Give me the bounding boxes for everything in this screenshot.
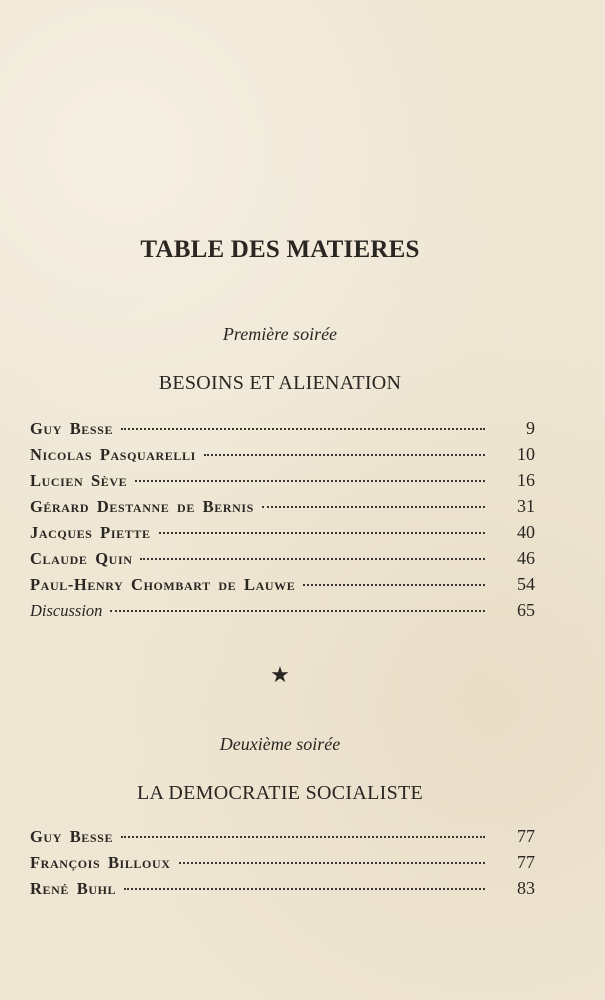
toc-entry-name: François Billoux [30, 853, 171, 872]
toc-entry [30, 574, 535, 600]
toc-list-2 [30, 826, 535, 904]
toc-entry [30, 470, 535, 496]
toc-entry-name: Claude Quin [30, 549, 133, 568]
dot-leader [121, 428, 485, 430]
toc-entry-name: Guy Besse [30, 419, 114, 438]
toc-entry-name: Discussion [30, 601, 103, 620]
soiree-label-1: Première soirée [222, 324, 338, 344]
dot-leader [110, 610, 485, 612]
toc-entry [30, 852, 535, 878]
toc-entry-page: 54 [517, 574, 535, 594]
dot-leader [121, 836, 485, 838]
toc-entry-name: Lucien Sève [30, 471, 128, 490]
dot-leader [124, 888, 485, 890]
dot-leader [159, 532, 485, 534]
toc-entry-page: 77 [517, 826, 535, 846]
toc-entry [30, 522, 535, 548]
section-heading-2: LA DEMOCRATIE SOCIALISTE [136, 782, 424, 804]
toc-list-1 [30, 418, 535, 626]
toc-entry-page: 65 [517, 600, 535, 620]
toc-entry [30, 878, 535, 904]
toc-entry-page: 10 [517, 444, 535, 464]
toc-entry-page: 31 [517, 496, 535, 516]
section-heading-1: BESOINS ET ALIENATION [158, 372, 402, 394]
toc-entry-name: Guy Besse [30, 827, 114, 846]
toc-entry-page: 77 [517, 852, 535, 872]
dot-leader [140, 558, 485, 560]
dot-leader [204, 454, 485, 456]
toc-entry [30, 600, 535, 626]
dot-leader [303, 584, 485, 586]
toc-entry [30, 548, 535, 574]
toc-entry-name: René Buhl [30, 879, 117, 898]
toc-entry-page: 40 [517, 522, 535, 542]
soiree-label-2: Deuxième soirée [219, 734, 341, 754]
toc-entry-page: 9 [526, 418, 535, 438]
page-title: TABLE DES MATIERES [140, 236, 420, 263]
dot-leader [262, 506, 485, 508]
toc-entry [30, 826, 535, 852]
toc-entry [30, 496, 535, 522]
toc-entry-name: Jacques Piette [30, 523, 151, 542]
star-icon: ★ [270, 662, 290, 687]
toc-entry-name: Nicolas Pasquarelli [30, 445, 196, 464]
toc-entry [30, 418, 535, 444]
toc-entry-page: 83 [517, 878, 535, 898]
toc-entry-page: 16 [517, 470, 535, 490]
toc-entry-name: Paul-Henry Chombart de Lauwe [30, 575, 296, 594]
toc-entry-page: 46 [517, 548, 535, 568]
dot-leader [135, 480, 485, 482]
toc-entry [30, 444, 535, 470]
toc-entry-name: Gérard Destanne de Bernis [30, 497, 254, 516]
dot-leader [179, 862, 486, 864]
